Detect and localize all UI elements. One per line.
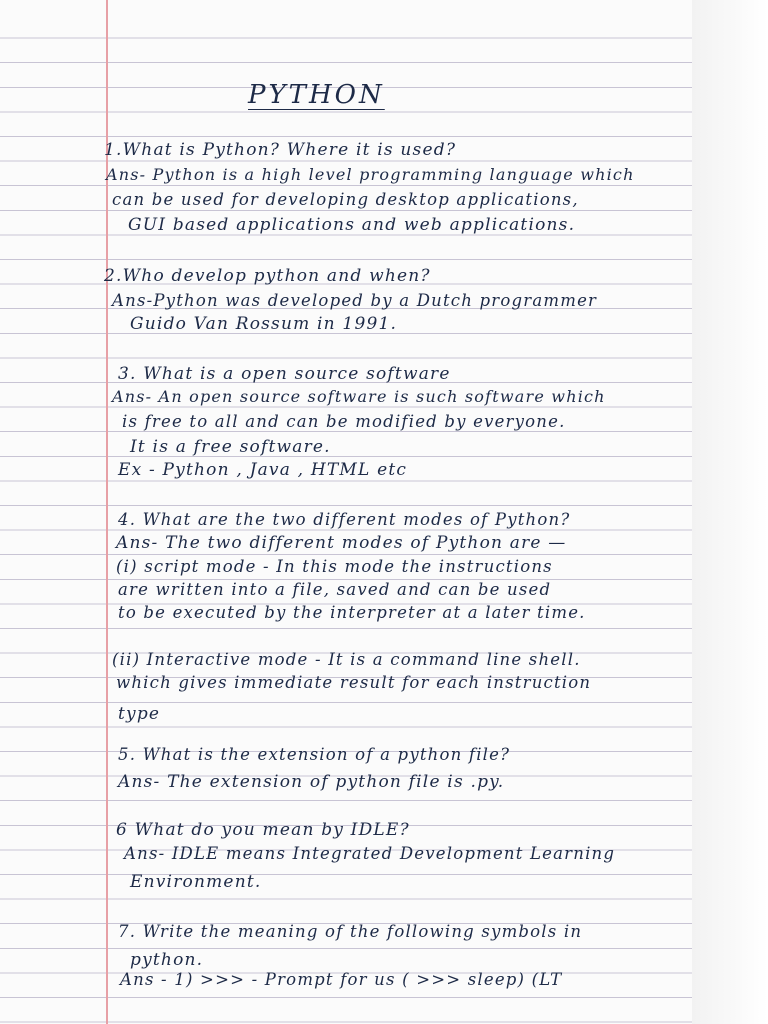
answer-4-line-3: are written into a file, saved and can be used bbox=[118, 580, 552, 599]
question-1: 1.What is Python? Where it is used? bbox=[104, 140, 457, 160]
question-7: 7. Write the meaning of the following symbols in bbox=[118, 922, 583, 941]
answer-5-line-1: Ans- The extension of python file is .py. bbox=[118, 772, 505, 792]
question-6: 6 What do you mean by IDLE? bbox=[116, 820, 410, 840]
page-edge bbox=[692, 0, 768, 1024]
answer-3-line-2: is free to all and can be modified by everyone. bbox=[122, 412, 566, 431]
question-2: 2.Who develop python and when? bbox=[104, 266, 431, 286]
answer-4-line-4: to be executed by the interpreter at a later time. bbox=[118, 603, 586, 622]
answer-7-line-2: Ans - 1) >>> - Prompt for us ( >>> sleep) (LT bbox=[120, 970, 563, 989]
answer-6-line-1: Ans- IDLE means Integrated Development Learning bbox=[124, 844, 616, 863]
question-5: 5. What is the extension of a python file? bbox=[118, 745, 511, 764]
answer-2-line-2: Guido Van Rossum in 1991. bbox=[130, 314, 398, 334]
answer-3-line-4: Ex - Python , Java , HTML etc bbox=[118, 460, 408, 480]
answer-4-line-1: Ans- The two different modes of Python are — bbox=[116, 533, 567, 553]
answer-4-line-6: (ii) Interactive mode - It is a command line shell. bbox=[112, 650, 581, 669]
answer-7-line-1: python. bbox=[130, 950, 204, 970]
page-title: PYTHON bbox=[248, 80, 385, 110]
answer-1-line-3: GUI based applications and web applications. bbox=[128, 215, 576, 235]
answer-3-line-1: Ans- An open source software is such software which bbox=[112, 387, 606, 406]
question-4: 4. What are the two different modes of Python? bbox=[118, 510, 571, 529]
answer-4-line-8: type bbox=[118, 704, 161, 724]
answer-4-line-2: (i) script mode - In this mode the instructions bbox=[116, 557, 553, 576]
answer-1-line-2: can be used for developing desktop applications, bbox=[112, 190, 579, 209]
answer-6-line-2: Environment. bbox=[130, 872, 262, 892]
answer-2-line-1: Ans-Python was developed by a Dutch programmer bbox=[112, 291, 598, 310]
question-3: 3. What is a open source software bbox=[118, 364, 451, 384]
answer-1-line-1: Ans- Python is a high level programming language which bbox=[106, 165, 635, 184]
answer-4-line-7: which gives immediate result for each instruction bbox=[116, 673, 592, 692]
answer-3-line-3: It is a free software. bbox=[130, 437, 331, 457]
